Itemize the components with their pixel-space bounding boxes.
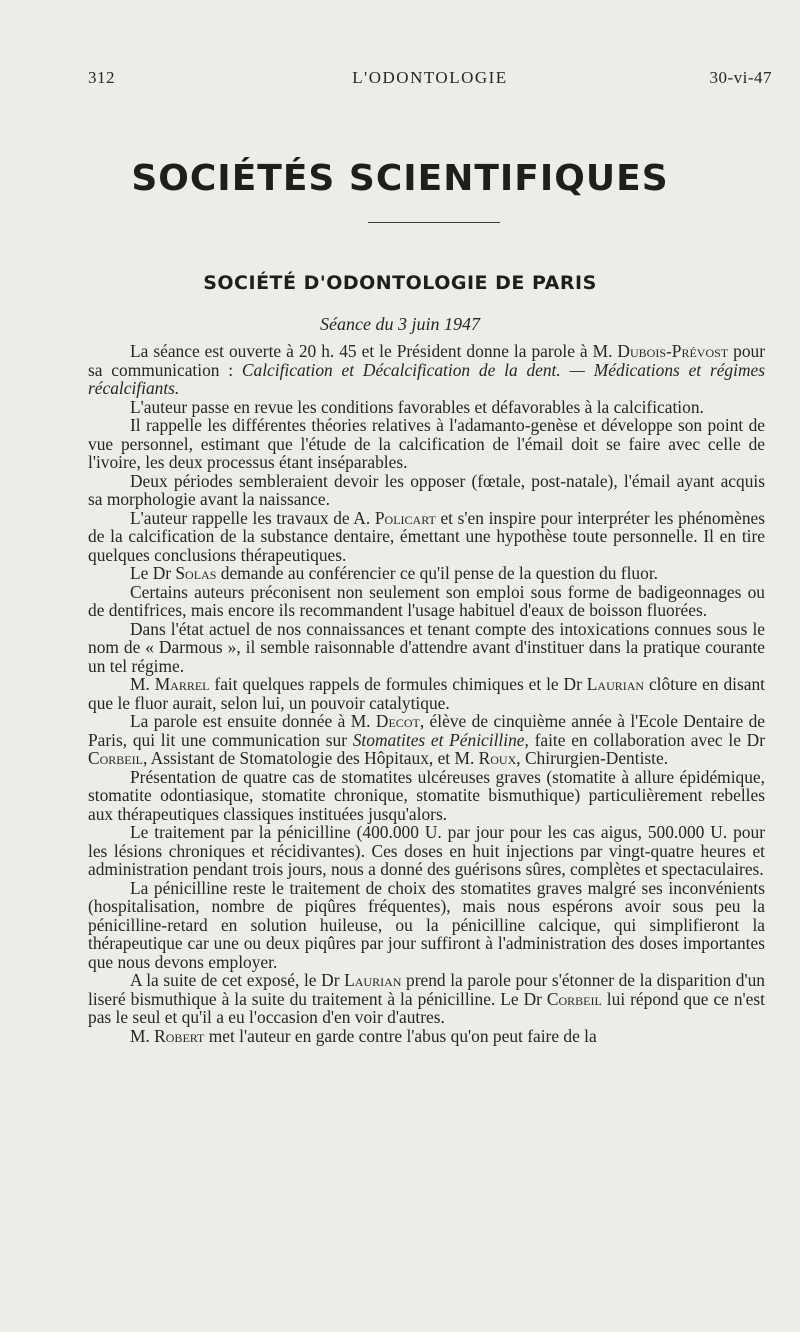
person-name: Dubois-Prévost [617,341,729,361]
person-name: Robert [154,1025,205,1046]
person-name: Laurian [586,674,645,694]
text-run: L'auteur rappelle les travaux de A. [130,507,375,528]
communication-title: Calcification et Décalcification de la dent. — Médications et régimes récalcifiants. [88,359,765,398]
journal-title: L'ODONTOLOGIE [352,68,508,87]
text-run: met l'auteur en garde contre l'abus qu'on peut faire de la [204,1025,597,1046]
title-divider [368,222,500,223]
text-run: Le Dr [130,563,176,583]
paragraph: Le traitement par la pénicilline (400.000 U. par jour pour les cas aigus, 500.000 U. pour les lésions chroniques et récidivantes). Ces doses en huit injections par vingt-quatre heures et administration pendant trois jours, nous a donné des guérisons sûres, complètes et spectaculaires. [88,822,765,879]
session-date: Séance du 3 juin 1947 [320,314,480,334]
paragraph: L'auteur passe en revue les conditions favorables et défavorables à la calcification. [130,396,704,417]
person-name: Marrel [154,674,210,694]
text-run: fait quelques rappels de formules chimiques et le Dr [209,674,587,694]
text-run: La parole est ensuite donnée à M. [130,711,376,731]
communication-title: Stomatites et Pénicilline, [352,729,529,750]
paragraph: La pénicilline reste le traitement de choix des stomatites graves malgré ses inconvénients (hospitalisation, nombre de piqûres fréquentes), mais nous espérons avoir sous peu la pénicilline-retard en solution huileuse, ou la pénicilline calcique, qui simplifieront la thérapeutique car une ou deux piqûres par jour suffiront à l'administration des doses importantes que nous devons employer. [88,877,765,972]
paragraph [88,564,765,583]
text-run: faite en collaboration avec le Dr [528,729,765,750]
person-name: Laurian [344,970,402,990]
paragraph [88,712,765,768]
paragraph: Deux périodes sembleraient devoir les opposer (fœtale, post-natale), l'émail ayant acquis sa morphologie avant la naissance. [88,470,765,509]
text-run: La séance est ouverte à 20 h. 45 et le Président donne la parole à M. [130,341,618,361]
text-run: M. [130,674,155,694]
paragraph [88,342,765,398]
text-run: , Assistant de Stomatologie des Hôpitaux, et M. [142,748,479,768]
section-title: SOCIÉTÉS SCIENTIFIQUES [131,158,669,199]
text-run: lui répond que ce n'est pas le seul et qu'il a eu l'occasion d'en voir d'autres. [88,988,765,1027]
society-title: SOCIÉTÉ D'ODONTOLOGIE DE PARIS [203,272,597,294]
page-number: 312 [88,68,115,87]
paragraph [88,675,765,712]
paragraph [88,971,765,1027]
text-run: et s'en inspire pour interpréter les phénomènes de la calcification de la substance dentaire, émettant une hypothèse toute personnelle. Il en tire quelques conclusions thérapeutiques. [88,507,766,565]
text-run: prend la parole pour s'étonner de la disparition d'un liseré bismuthique à la suite du traitement à la pénicilline. Le Dr [88,970,765,1009]
text-run: clôture en disant que le fluor aurait, selon lui, un pouvoir catalytique. [88,674,765,713]
issue-date: 30-vi-47 [709,68,772,87]
running-header [88,68,772,92]
article-body [88,342,765,1045]
person-name: Corbeil [88,748,143,768]
text-run: , élève de cinquième année à l'Ecole Dentaire de Paris, qui lit une communication sur [88,711,765,750]
text-run: , Chirurgien-Dentiste. [516,748,669,768]
person-name: Roux [478,748,517,768]
text-run: demande au conférencier ce qu'il pense de la question du fluor. [216,563,658,583]
text-run: pour sa communication : [88,341,765,380]
person-name: Policart [374,507,436,528]
paragraph: Dans l'état actuel de nos connaissances et tenant compte des intoxications connues sous le nom de « Darmous », il semble raisonnable d'attendre avant d'instituer dans la pratique courante un tel régime. [88,618,765,676]
paragraph: Présentation de quatre cas de stomatites ulcéreuses graves (stomatite à allure épidémique, stomatite odontiasique, stomatite chronique, stomatite bismuthique) particulièrement rebelles aux thérapeutiques classiques instituées jusqu'alors. [88,766,765,824]
text-run: A la suite de cet exposé, le Dr [130,970,345,990]
paragraph [88,509,765,565]
paragraph: Certains auteurs préconisent non seulement son emploi sous forme de badigeonnages ou de dentifrices, mais encore ils recommandent l'usage habituel d'eaux de boisson fluorées. [88,581,765,620]
person-name: Solas [175,563,217,583]
paragraph: Il rappelle les différentes théories relatives à l'adamanto-genèse et développe son point de vue personnel, estimant que l'étude de la calcification de l'émail doit se faire avec celle de l'ivoire, les deux processus étant inséparables. [88,415,765,472]
person-name: Decot [375,711,420,731]
text-run: M. [130,1025,155,1046]
person-name: Corbeil [546,988,602,1009]
paragraph [88,1027,765,1046]
